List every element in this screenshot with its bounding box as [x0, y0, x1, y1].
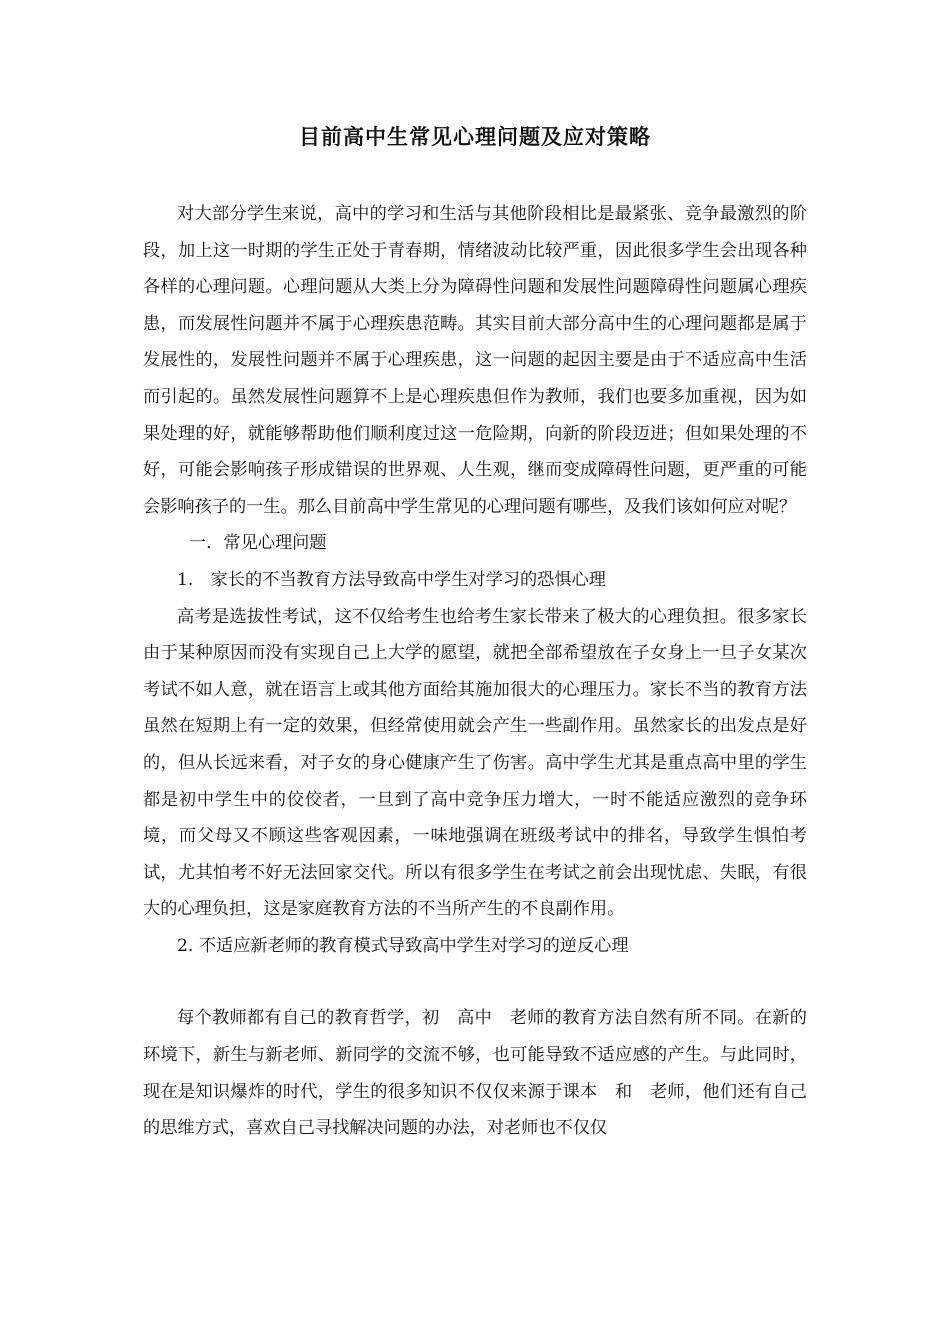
- intro-paragraph: 对大部分学生来说，高中的学习和生活与其他阶段相比是最紧张、竞争最激烈的阶段，加上这一时期的学生正处于青春期，情绪波动比较严重，因此很多学生会出现各种各样的心理问题。心理问题从大类上分为障碍性问题和发展性问题障碍性问题属心理疾患，而发展性问题并不属于心理疾患范畴。其实目前大部分高中生的心理问题都是属于发展性的，发展性问题并不属于心理疾患，这一问题的起因主要是由于不适应高中生活而引起的。虽然发展性问题算不上是心理疾患但作为教师，我们也要多加重视，因为如果处理的好，就能够帮助他们顺利度过这一危险期，向新的阶段迈进；但如果处理的不好，可能会影响孩子形成错误的世界观、人生观，继而变成障碍性问题，更严重的可能会影响孩子的一生。那么目前高中学生常见的心理问题有哪些，及我们该如何应对呢？: [143, 204, 807, 517]
- blank-line: [143, 964, 807, 1000]
- subheading-item-1: 1. 家长的不当教育方法导致高中学生对学习的恐惧心理: [177, 569, 606, 590]
- subheading-item-2: 2. 不适应新老师的教育模式导致高中学生对学习的逆反心理: [177, 935, 629, 956]
- section-heading-common-problems: 一．常见心理问题: [189, 533, 327, 554]
- document-body: [143, 196, 807, 1147]
- document-title: 目前高中生常见心理问题及应对策略: [299, 124, 651, 149]
- item-2-paragraph: 每个教师都有自己的教育哲学，初 高中 老师的教育方法自然有所不同。在新的环境下，新生与新老师、新同学的交流不够，也可能导致不适应感的产生。与此同时，现在是知识爆炸的时代，学生的很多知识不仅仅来源于课本 和 老师，他们还有自己的思维方式，喜欢自己寻找解决问题的办法，对老师也不仅仅: [143, 1008, 807, 1139]
- item-1-paragraph: 高考是选拔性考试，这不仅给考生也给考生家长带来了极大的心理负担。很多家长由于某种原因而没有实现自己上大学的愿望，就把全部希望放在子女身上一旦子女某次考试不如人意，就在语言上或其他方面给其施加很大的心理压力。家长不当的教育方法虽然在短期上有一定的效果，但经常使用就会产生一些副作用。虽然家长的出发点是好的，但从长远来看，对子女的身心健康产生了伤害。高中学生尤其是重点高中里的学生都是初中学生中的佼佼者，一旦到了高中竞争压力增大，一时不能适应激烈的竞争环境，而父母又不顾这些客观因素，一味地强调在班级考试中的排名，导致学生惧怕考试，尤其怕考不好无法回家交代。所以有很多学生在考试之前会出现忧虑、失眠，有很大的心理负担，这是家庭教育方法的不当所产生的不良副作用。: [143, 606, 807, 920]
